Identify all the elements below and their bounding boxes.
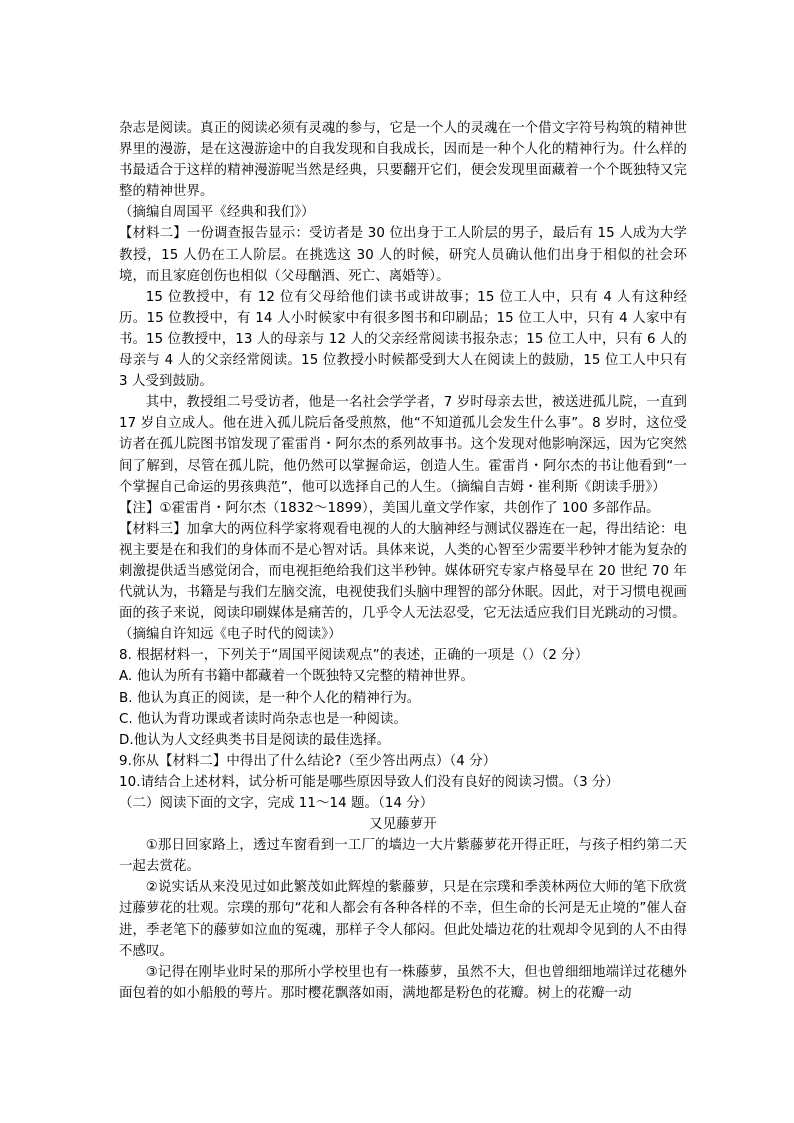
essay-paragraph-3: ③记得在刚毕业时呆的那所小学校里也有一株藤萝，虽然不大，但也曾细细地端详过花穗外面包着的如小船般的萼片。那时樱花飘落如雨，满地都是粉色的花瓣。树上的花瓣一动 <box>119 964 687 1001</box>
question-8-option-b: B. 他认为真正的阅读，是一种个人化的精神行为。 <box>119 690 421 706</box>
material2-paragraph-3: 其中，教授组二号受访者，他是一名社会学学者，7 岁时母亲去世，被送进孤儿院，一直到 17 岁自立成人。他在进入孤儿院后备受煎熬，他“不知道孤儿会发生什么事”。8 岁时，这位受访者在孤儿院图书馆发现了霍雷肖・阿尔杰的系列故事书。这个发现对他影响深远，因为它突然间了解到，尽管在孤儿院，他仍然可以掌握命运，创造人生。霍雷肖・阿尔杰的书让他看到“一个掌握自己命运的男孩典范”，他可以选择自己的人生。（摘编自吉姆・崔利斯《朗读手册》） <box>119 395 687 495</box>
question-8-option-d: D.他认为人文经典类书目是阅读的最佳选择。 <box>119 732 391 748</box>
section2-intro: （二）阅读下面的文字，完成 11～14 题。（14 分） <box>119 796 434 811</box>
question-10: 10.请结合上述材料，试分析可能是哪些原因导致人们没有良好的阅读习惯。（3 分） <box>119 774 620 790</box>
material1-paragraph: 杂志是阅读。真正的阅读必须有灵魂的参与，它是一个人的灵魂在一个借文字符号构筑的精神世界里的漫游，是在这漫游途中的自我发现和自我成长，因而是一种个人化的精神行为。什么样的书最适合于这样的精神漫游呢当然是经典，只要翻开它们，便会发现里面藏着一个个既独特又完整的精神世界。 <box>119 121 687 200</box>
material2-paragraph-1: 【材料二】一份调查报告显示：受访者是 30 位出身于工人阶层的男子，最后有 15 人成为大学教授，15 人仍在工人阶层。在挑选这 30 人的时候，研究人员确认他们出身于相似的社会环境，而且家庭创伤也相似（父母酗酒、死亡、离婚等）。 <box>119 226 687 284</box>
question-8-option-c: C. 他认为背功课或者读时尚杂志也是一种阅读。 <box>119 711 407 727</box>
material2-paragraph-2: 15 位教授中，有 12 位有父母给他们读书或讲故事；15 位工人中，只有 4 人有这种经历。15 位教授中，有 14 人小时候家中有很多图书和印刷品；15 位工人中，只有 4 人家中有书。15 位教授中，13 人的母亲与 12 人的父亲经常阅读书报杂志；15 位工人中，只有 6 人的母亲与 4 人的父亲经常阅读。15 位教授小时候都受到大人在阅读上的鼓励，15 位工人中只有 3 人受到鼓励。 <box>119 289 687 390</box>
essay-title: 又见藤萝开 <box>369 817 437 833</box>
question-8-option-a: A. 他认为所有书籍中都藏着一个既独特又完整的精神世界。 <box>119 669 475 685</box>
material2-note: 【注】①霍雷肖・阿尔杰（1832～1899），美国儿童文学作家，共创作了 100 多部作品。 <box>119 500 660 516</box>
question-8: 8. 根据材料一，下列关于“周国平阅读观点”的表述，正确的一项是（）（2 分） <box>119 648 589 664</box>
material3-source: （摘编自许知远《电子时代的阅读》） <box>119 627 342 643</box>
document-body <box>119 118 687 1004</box>
material3-paragraph: 【材料三】加拿大的两位科学家将观看电视的人的大脑神经与测试仪器连在一起，得出结论：电视主要是在和我们的身体而不是心智对话。具体来说，人类的心智至少需要半秒钟才能为复杂的刺激提供适当感觉闭合，而电视拒绝给我们这半秒钟。媒体研究专家卢格曼早在 20 世纪 70 年代就认为，书籍是与我们左脑交流，电视使我们头脑中理智的部分休眠。因此，对于习惯电视画面的孩子来说，阅读印刷媒体是痛苦的，几乎令人无法忍受，它无法适应我们目光跳动的习惯。 <box>119 521 687 622</box>
essay-paragraph-1: ①那日回家路上，透过车窗看到一工厂的墙边一大片紫藤萝花开得正旺，与孩子相约第二天一起去赏花。 <box>119 838 687 875</box>
essay-paragraph-2: ②说实话从来没见过如此繁茂如此辉煌的紫藤萝，只是在宗璞和季羡林两位大师的笔下欣赏过藤萝花的壮观。宗璞的那句“花和人都会有各种各样的不幸，但生命的长河是无止境的”催人奋进，季老笔下的藤萝如泣血的冤魂，那样子令人郁闷。但此处墙边花的壮观却令见到的人不由得不感叹。 <box>119 880 687 959</box>
question-9: 9.你从【材料二】中得出了什么结论?（至少答出两点）（4 分） <box>119 753 497 769</box>
material1-source: （摘编自周国平《经典和我们》） <box>119 205 315 221</box>
